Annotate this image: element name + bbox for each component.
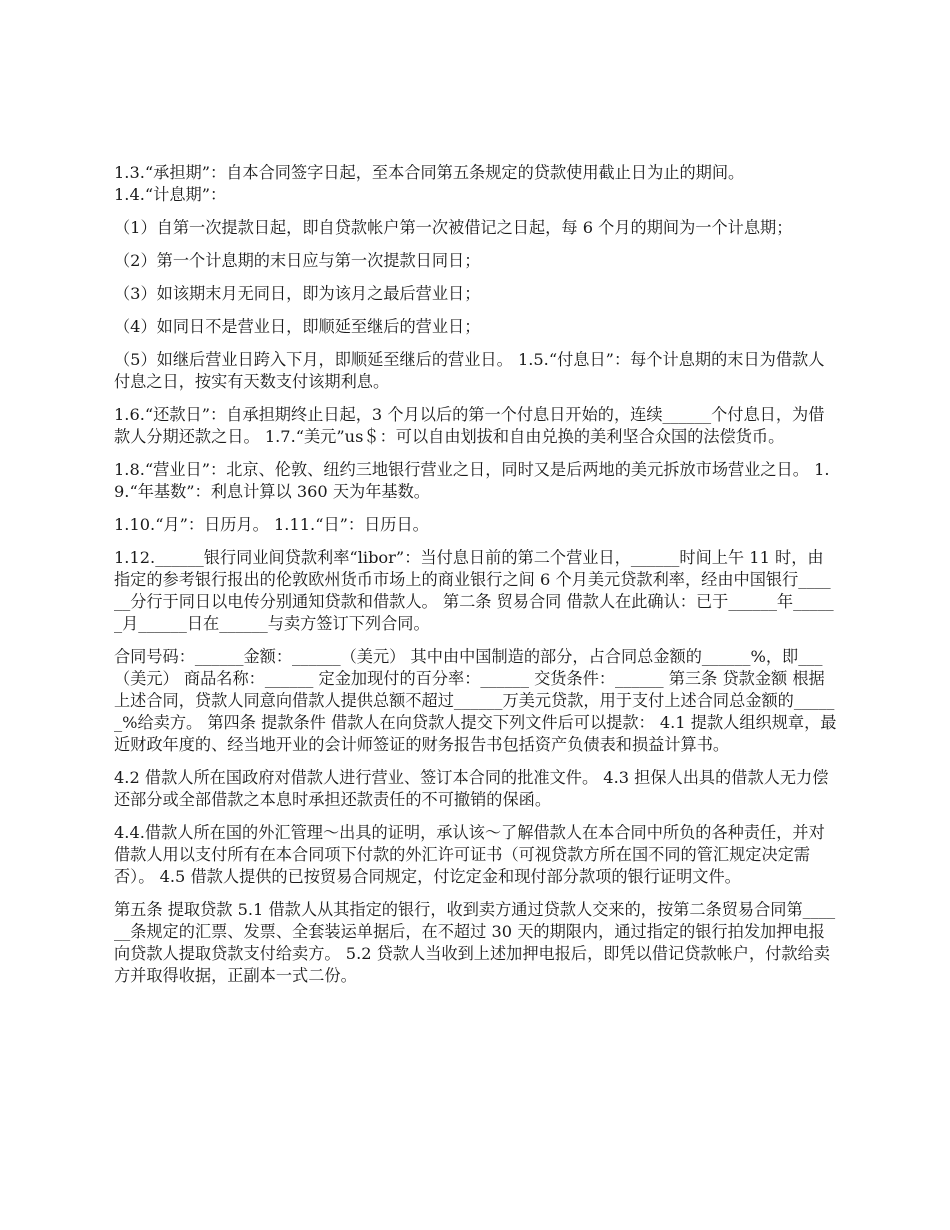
clause-1-3: 1.3.“承担期”：自本合同签字日起，至本合同第五条规定的贷款使用截止日为止的期间。 [114, 163, 745, 182]
clause-1-4-item-2: （2）第一个计息期的末日应与第一次提款日同日； [114, 251, 481, 270]
clause-1-10: 1.10.“月”：日历月。 1.11.“日”：日历日。 [114, 515, 429, 534]
clause-1-4-heading: 1.4.“计息期”： [114, 185, 227, 204]
clause-4-4: 4.4.借款人所在国的外汇管理～出具的证明，承认该～了解借款人在本合同中所负的各种责任，并对借款人用以支付所有在本合同项下付款的外汇许可证书（可视贷款方所在国不同的管汇规定决定需否）。 4.5 借款人提供的已按贸易合同规定，付讫定金和现付部分款项的银行证明文件。 [114, 823, 825, 886]
contract-details: 合同号码：______金额：______（美元） 其中由中国制造的部分，占合同总金额的______%，即___（美元） 商品名称：______ 定金加现付的百分率：______ 交货条件：______ 第三条 贷款金额 根据上述合同，贷款人同意向借款人提供总额不超过______万美元贷款，用于支付上述合同总金额的______%给卖方。 第四条 提款条件 借款人在向贷款人提交下列文件后可以提款： 4.1 提款人组织规章，最近财政年度的、经当地开业的会计师签证的财务报告书包括资产负债表和损益计算书。 [114, 647, 837, 754]
clause-1-8: 1.8.“营业日”：北京、伦敦、纽约三地银行营业之日，同时又是后两地的美元拆放市场营业之日。 1.9.“年基数”：利息计算以 360 天为年基数。 [114, 460, 830, 501]
document-body [114, 162, 838, 998]
article-5: 第五条 提取贷款 5.1 借款人从其指定的银行，收到卖方通过贷款人交来的，按第二条贸易合同第______条规定的汇票、发票、全套装运单据后，在不超过 30 天的期限内，通过指定的银行拍发加押电报向贷款人提取贷款支付给卖方。 5.2 贷款人当收到上述加押电报后，即凭以借记贷款帐户，付款给卖方并取得收据，正副本一式二份。 [114, 900, 836, 985]
clause-1-4-item-4: （4）如同日不是营业日，即顺延至继后的营业日； [114, 317, 481, 336]
clause-1-4-item-3: （3）如该期末月无同日，即为该月之最后营业日； [114, 284, 481, 303]
clause-1-4-item-1: （1）自第一次提款日起，即自贷款帐户第一次被借记之日起，每 6 个月的期间为一个计息期； [114, 218, 793, 237]
clause-1-6: 1.6.“还款日”：自承担期终止日起，3 个月以后的第一个付息日开始的，连续______个付息日，为借款人分期还款之日。 1.7.“美元”us＄：可以自由划拔和自由兑换的美利坚合众国的法偿货币。 [114, 405, 825, 446]
clause-1-12: 1.12.______银行同业间贷款利率“libor”：当付息日前的第二个营业日，______时间上午 11 时，由指定的参考银行报出的伦敦欧州货币市场上的商业银行之间 6 个月美元贷款利率，经由中国银行______分行于同日以电传分别通知贷款和借款人。 第二条 贸易合同 借款人在此确认：已于______年______月______日在______与卖方签订下列合同。 [114, 548, 834, 633]
clause-4-2: 4.2 借款人所在国政府对借款人进行营业、签订本合同的批准文件。 4.3 担保人出具的借款人无力偿还部分或全部借款之本息时承担还款责任的不可撤销的保函。 [114, 768, 829, 809]
clause-1-4-item-5: （5）如继后营业日跨入下月，即顺延至继后的营业日。 1.5.“付息日”：每个计息期的末日为借款人付息之日，按实有天数支付该期利息。 [114, 350, 825, 391]
